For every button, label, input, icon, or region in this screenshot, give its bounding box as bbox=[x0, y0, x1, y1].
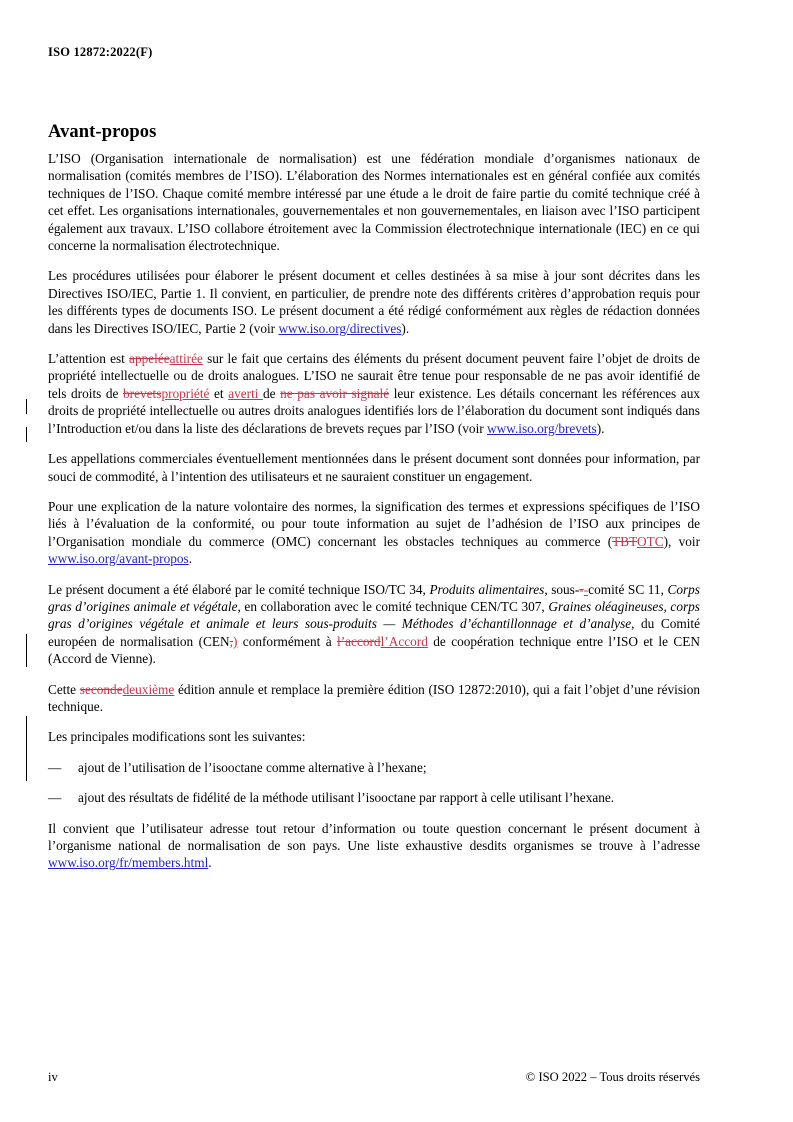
paragraph-patent-rights bbox=[48, 350, 700, 437]
committee-text-c: comité SC 11, bbox=[588, 581, 668, 597]
edition-text-b: édition annule et remplace la première édition (ISO 12872:2010), qui a fait l’objet d’une révision technique. bbox=[48, 681, 700, 714]
paragraph-changes-intro: Les principales modifications sont les suivantes: bbox=[48, 729, 306, 745]
list-dash-icon: — bbox=[48, 790, 62, 806]
running-header: ISO 12872:2022(F) bbox=[48, 45, 153, 59]
change-bar bbox=[26, 399, 27, 414]
tracked-deletion-tbt: TBT bbox=[612, 533, 638, 549]
list-item-label: ajout des résultats de fidélité de la méthode utilisant l’isooctane par rapport à celle utilisant l’hexane. bbox=[78, 790, 615, 806]
tracked-deletion-hyphen: - bbox=[579, 581, 584, 597]
tracked-deletion-ne-pas-avoir-signale: ne pas avoir signalé bbox=[280, 385, 390, 401]
tracked-deletion-laccord: l’accord bbox=[337, 633, 381, 649]
change-bar bbox=[26, 427, 27, 442]
tracked-deletion-comma: , bbox=[229, 633, 233, 649]
page-footer bbox=[48, 1070, 700, 1085]
tracked-deletion-seconde: seconde bbox=[79, 681, 123, 697]
footer-page-number: iv bbox=[48, 1070, 58, 1084]
tracked-insertion-deuxieme: deuxième bbox=[122, 681, 175, 697]
change-bar bbox=[26, 716, 27, 768]
list-item bbox=[48, 759, 700, 776]
tracked-insertion-otc: OTC bbox=[637, 533, 664, 549]
document-body bbox=[48, 150, 700, 885]
patent-text-b: sur le fait que certains des éléments du présent document peuvent faire l’objet de droits de propriété intellectuelle ou de droits analogues. L’ISO ne saurait être tenue pour responsable de ne pas avoir identifié de tels droits de bbox=[48, 351, 700, 401]
link-iso-members[interactable]: www.iso.org/fr/members.html bbox=[48, 855, 209, 871]
edition-text-a: Cette bbox=[48, 681, 80, 697]
feedback-text-a: Il convient que l’utilisateur adresse tout retour d’information ou toute question concernant le présent document à l’organisme national de normalisation de son pays. Une liste exhaustive desdits organismes se trouve à l’adresse bbox=[48, 820, 700, 853]
paragraph-procedures bbox=[48, 267, 700, 337]
tracked-insertion-attiree: attirée bbox=[169, 351, 203, 367]
list-dash-icon: — bbox=[48, 759, 62, 775]
patent-text-d: de bbox=[263, 385, 281, 401]
committee-text-g: de coopération technique entre l’ISO et le CEN (Accord de Vienne). bbox=[48, 633, 700, 667]
tracked-deletion-appelee: appelée bbox=[129, 351, 170, 367]
wto-text-b: ), voir bbox=[663, 533, 700, 549]
paragraph-trade-names: Les appellations commerciales éventuellement mentionnées dans le présent document sont données pour information, par souci de commodité, à l’intention des utilisateurs et ne sauraient constituer un engagement. bbox=[48, 451, 700, 484]
paragraph-procedures-text-a: Les procédures utilisées pour élaborer le présent document et celles destinées à sa mise à jour sont décrites dans les Directives ISO/IEC, Partie 1. Il convient, en particulier, de prendre note des différents critères d’approbation requis pour les différents types de documents ISO. Le présent document a été rédigé conformément aux règles de rédaction données dans les Directives ISO/IEC, Partie 2 (voir bbox=[48, 268, 700, 336]
paragraph-procedures-text-b: ). bbox=[401, 320, 410, 336]
patent-text-a: L’attention est bbox=[48, 351, 130, 367]
patent-text-c: et bbox=[209, 385, 229, 401]
change-bar bbox=[26, 634, 27, 667]
paragraph-edition bbox=[48, 681, 700, 716]
link-iso-directives[interactable]: www.iso.org/directives bbox=[278, 320, 402, 336]
committee-text-f: conformément à bbox=[237, 633, 338, 649]
tracked-insertion-hyphen: - bbox=[583, 581, 589, 597]
paragraph-wto-tbt bbox=[48, 498, 700, 568]
tracked-insertion-paren: ) bbox=[232, 633, 238, 649]
patent-text-f: ). bbox=[596, 420, 605, 436]
paragraph-iso-definition: L’ISO (Organisation internationale de normalisation) est une fédération mondiale d’organismes nationaux de normalisation (comités membres de l’ISO). L’élaboration des Normes internationales est en général confiée aux comités techniques de l’ISO. Chaque comité membre intéressé par une étude a le droit de faire partie du comité technique créé à cet effet. Les organisations internationales, gouvernementales et non gouvernementales, en liaison avec l’ISO participent également aux travaux. L’ISO collabore étroitement avec la Commission électrotechnique internationale (IEC) en ce qui concerne la normalisation électrotechnique. bbox=[48, 151, 700, 254]
change-bar bbox=[26, 765, 27, 781]
committee-text-b: , sous- bbox=[544, 581, 580, 597]
patent-text-e: leur existence. Les détails concernant les références aux droits de propriété intellectuelle ou autres droits analogues identifiés lors de l’élaboration du document sont indiqués dans l’Introduction et/ou dans la liste des déclarations de brevets reçues par l’ISO (voir bbox=[48, 385, 701, 436]
committee-text-e: , du Comité européen de normalisation (CEN bbox=[48, 616, 700, 649]
committee-text-d: , en collaboration avec le comité technique CEN/TC 307, bbox=[237, 598, 549, 614]
tracked-deletion-brevets: brevets bbox=[123, 385, 162, 401]
committee-title-sc11: Corps gras d’origines animale et végétale bbox=[48, 581, 700, 614]
paragraph-feedback bbox=[48, 820, 700, 872]
link-iso-avant-propos[interactable]: www.iso.org/avant-propos bbox=[48, 551, 189, 567]
tracked-insertion-averti: averti bbox=[228, 385, 264, 401]
paragraph-committee bbox=[48, 581, 700, 668]
tracked-insertion-laccord: l’Accord bbox=[380, 633, 428, 649]
wto-text-c: . bbox=[188, 551, 193, 567]
feedback-text-b: . bbox=[208, 855, 212, 871]
link-iso-brevets[interactable]: www.iso.org/brevets bbox=[487, 420, 597, 436]
list-item-label: ajout de l’utilisation de l’isooctane comme alternative à l’hexane; bbox=[78, 759, 427, 775]
committee-title-tc34: Produits alimentaires bbox=[429, 581, 545, 597]
committee-text-a: Le présent document a été élaboré par le comité technique ISO/TC 34, bbox=[48, 581, 430, 597]
list-item bbox=[48, 789, 700, 806]
page-title: Avant-propos bbox=[48, 122, 157, 143]
footer-copyright: © ISO 2022 – Tous droits réservés bbox=[525, 1070, 700, 1084]
tracked-insertion-propriete: propriété bbox=[161, 385, 210, 401]
committee-title-cen-tc307: Graines oléagineuses, corps gras d’origines végétale et animale et leurs sous-produits — Méthodes d’échantillonnage et d’analyse bbox=[48, 598, 700, 632]
wto-text-a: Pour une explication de la nature volontaire des normes, la signification des termes et expressions spécifiques de l’ISO liés à l’évaluation de la conformité, ou pour toute information au sujet de l’adhésion de l’ISO aux principes de l’Organisation mondiale du commerce (OMC) concernant les obstacles techniques au commerce ( bbox=[48, 498, 700, 549]
